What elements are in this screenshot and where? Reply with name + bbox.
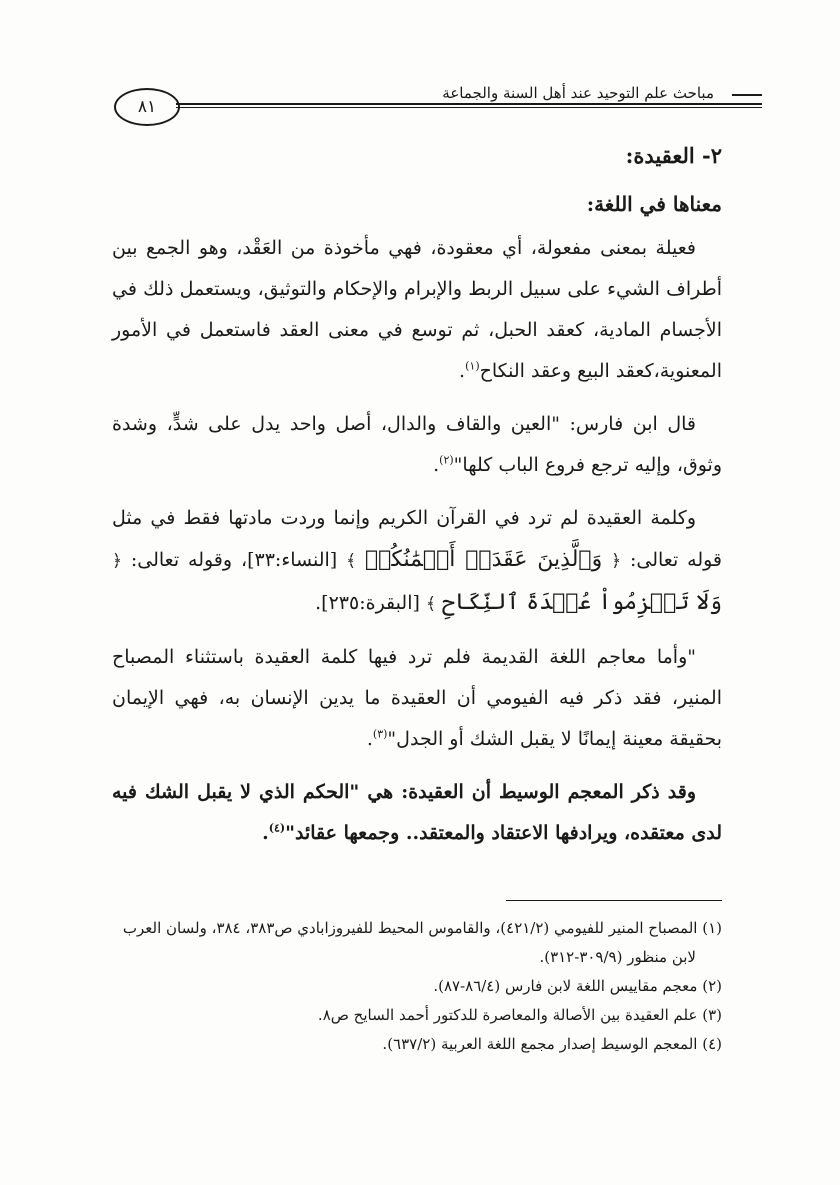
running-header bbox=[112, 84, 762, 128]
footnote-ref-4: (٤) bbox=[268, 821, 286, 835]
quran-verse-1: وَٱلَّذِينَ عَقَدَتۡ أَيۡمَٰنُكُمۡ bbox=[364, 547, 603, 572]
section-heading: ٢- العقيدة: bbox=[625, 143, 722, 168]
footnote-4: (٤) المعجم الوسيط إصدار مجمع اللغة العربية (٦٣٧/٢). bbox=[382, 1035, 722, 1053]
paragraph-2: قال ابن فارس: "العين والقاف والدال، أصل واحد يدل على شدٍّ، وشدة وثوق، وإليه ترجع فروع الباب كلها"$^{(٢)}$. bbox=[112, 413, 722, 476]
footnote-2: (٢) معجم مقاييس اللغة لابن فارس (٨٦/٤-٨٧). bbox=[433, 977, 722, 995]
footnotes bbox=[112, 914, 722, 1059]
footnote-rule bbox=[506, 900, 722, 901]
verse-citation-1: [النساء:٣٣]، وقوله تعالى: bbox=[121, 549, 347, 571]
footnote-3: (٣) علم العقيدة بين الأصالة والمعاصرة للدكتور أحمد السايح ص٨. bbox=[317, 1006, 722, 1024]
quran-bracket-close: ﴾ bbox=[346, 551, 357, 571]
header-rule-thin bbox=[176, 107, 762, 108]
footnote-1: (١) المصباح المنير للفيومي (٤٢١/٢)، والقاموس المحيط للفيروزابادي ص٣٨٣، ٣٨٤، ولسان العرب لابن منظور (٣٠٩/٩-٣١٢). bbox=[122, 919, 722, 966]
verse-citation-2: [البقرة:٢٣٥]. bbox=[315, 592, 426, 614]
running-title: مباحث علم التوحيد عند أهل السنة والجماعة bbox=[434, 84, 722, 102]
paragraph-4: "وأما معاجم اللغة القديمة فلم ترد فيها كلمة العقيدة باستثناء المصباح المنير، فقد ذكر فيه الفيومي أن العقيدة ما يدين الإنسان به، فهي الإيمان بحقيقة معينة إيمانًا لا يقبل الشك أو الجدل"$^{(٣)}$. bbox=[112, 646, 722, 750]
paragraph-4-text: "وأما معاجم اللغة القديمة فلم ترد فيها كلمة العقيدة باستثناء المصباح المنير، فقد ذكر فيه الفيومي أن العقيدة ما يدين الإنسان به، فهي الإيمان بحقيقة معينة إيمانًا لا يقبل الشك أو الجدل" bbox=[112, 646, 722, 750]
quran-bracket-open: ﴿ bbox=[611, 551, 622, 571]
footnote-ref-3: (٣) bbox=[372, 727, 388, 741]
page-number: ٨١ bbox=[114, 88, 180, 126]
paragraph-2-text: قال ابن فارس: "العين والقاف والدال، أصل واحد يدل على شدٍّ، وشدة وثوق، وإليه ترجع فروع الباب كلها" bbox=[112, 413, 722, 476]
quran-bracket-open: ﴿ bbox=[112, 551, 122, 571]
footnote-ref-1: (١) bbox=[465, 359, 480, 373]
paragraph-3-text: وكلمة العقيدة لم ترد في القرآن الكريم وإنما وردت مادتها فقط في مثل قوله تعالى: bbox=[112, 507, 723, 571]
quran-verse-2: وَلَا تَعۡزِمُواْ عُقۡدَةَ ٱلنِّكَاحِ bbox=[441, 590, 722, 615]
quran-bracket-close: ﴾ bbox=[425, 594, 436, 614]
paragraph-5-text: وقد ذكر المعجم الوسيط أن العقيدة: هي "الحكم الذي لا يقبل الشك فيه لدى معتقده، ويرادفها الاعتقاد والمعتقد.. وجمعها عقائد" bbox=[112, 781, 722, 844]
paragraph-5: وقد ذكر المعجم الوسيط أن العقيدة: هي "الحكم الذي لا يقبل الشك فيه لدى معتقده، ويرادفها الاعتقاد والمعتقد.. وجمعها عقائد"$^{(٤)}$. bbox=[112, 781, 722, 844]
paragraph-1-text: فعيلة بمعنى مفعولة، أي معقودة، فهي مأخوذة من العَقْد، وهو الجمع بين أطراف الشيء على سبيل الربط والإبرام والإحكام والتوثيق، ويستعمل ذلك في الأجسام المادية، كعقد الحبل، ثم توسع في معنى العقد فاستعمل في الأمور المعنوية،كعقد البيع وعقد النكاح bbox=[112, 237, 723, 382]
footnote-ref-2: (٢) bbox=[439, 453, 454, 467]
header-rule bbox=[176, 103, 762, 105]
paragraph-3 bbox=[112, 498, 722, 625]
main-text bbox=[112, 132, 722, 866]
subheading: معناها في اللغة: bbox=[586, 192, 722, 216]
header-dash bbox=[732, 94, 762, 96]
paragraph-1: فعيلة بمعنى مفعولة، أي معقودة، فهي مأخوذة من العَقْد، وهو الجمع بين أطراف الشيء على سبيل الربط والإبرام والإحكام والتوثيق، ويستعمل ذلك في الأجسام المادية، كعقد الحبل، ثم توسع في معنى العقد فاستعمل في الأمور المعنوية،كعقد البيع وعقد النكاح$^{(١)}$. bbox=[112, 237, 723, 382]
